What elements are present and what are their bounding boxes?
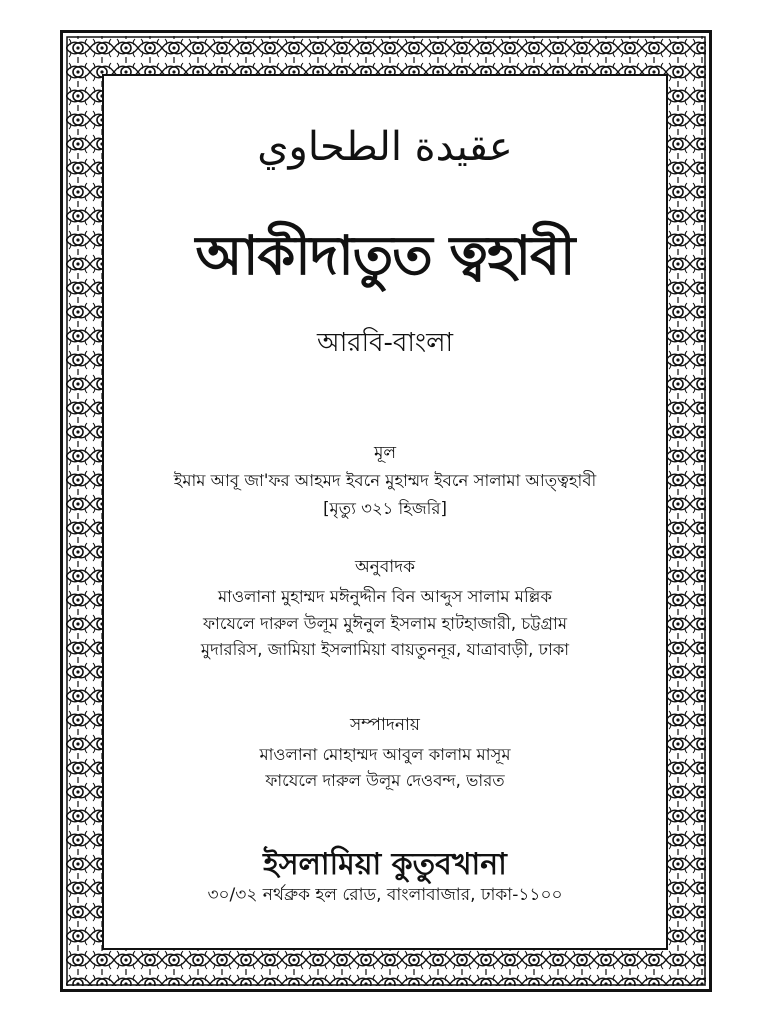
- editor-name: মাওলানা মোহাম্মদ আবুল কালাম মাসূম: [259, 745, 511, 764]
- arabic-title: عقيدة الطحاوي: [257, 124, 513, 170]
- translator-credential: ফাযেলে দারুল উলূম মুঈনুল ইসলাম হাটহাজারী, চট্টগ্রাম: [203, 614, 567, 633]
- publisher-address: ৩০/৩২ নর্থব্রুক হল রোড, বাংলাবাজার, ঢাকা-১১০০: [207, 885, 563, 905]
- subtitle: আরবি-বাংলা: [316, 328, 454, 358]
- translator-position: মুদাররিস, জামিয়া ইসলামিয়া বায়তুননূর, যাত্রাবাড়ী, ঢাকা: [200, 640, 570, 659]
- bengali-title: আকীদাতুত ত্বহাবী: [195, 224, 575, 287]
- translator-label: অনুবাদক: [354, 557, 416, 577]
- editor-label: সম্পাদনায়: [350, 715, 420, 735]
- translator-name: মাওলানা মুহাম্মদ মঈনুদ্দীন বিন আব্দুস সালাম মল্লিক: [218, 587, 552, 606]
- original-label: মূল: [373, 443, 397, 463]
- author-death: [মৃত্যু ৩২১ হিজরি]: [323, 499, 447, 518]
- editor-credential: ফাযেলে দারুল উলূম দেওবন্দ, ভারত: [265, 771, 505, 790]
- author-name: ইমাম আবূ জা'ফর আহমদ ইবনে মুহাম্মদ ইবনে সালামা আত্ত্বহাবী: [173, 471, 597, 490]
- publisher-name: ইসলামিয়া কুতুবখানা: [263, 847, 507, 882]
- title-page: [104, 76, 666, 948]
